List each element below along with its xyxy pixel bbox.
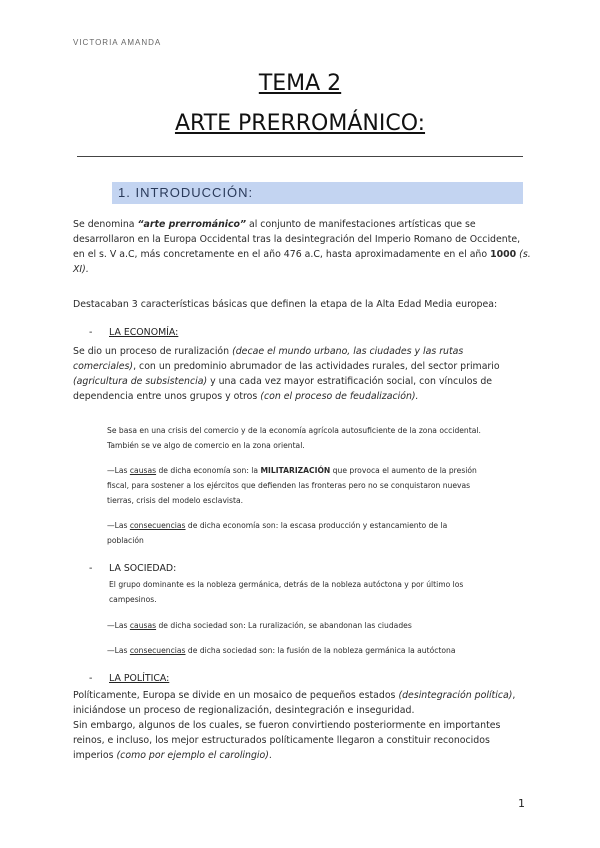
intro-text: (s.	[516, 249, 531, 260]
politica-heading: LA POLÍTICA:	[109, 673, 170, 684]
text: También se ve algo de comercio en la zona oriental.	[107, 441, 305, 450]
politica-paragraph	[73, 688, 533, 763]
text: que provoca el aumento de la presión	[330, 466, 477, 475]
intro-text: al conjunto de manifestaciones artísticas que se	[246, 219, 476, 230]
text: —Las	[107, 466, 130, 475]
section-heading-bar	[112, 182, 523, 204]
sociedad-causas	[107, 618, 527, 633]
page-title: TEMA 2	[258, 71, 342, 96]
text: (decae el mundo urbano, las ciudades y las rutas	[232, 346, 464, 357]
sociedad-paragraph	[109, 577, 529, 607]
intro-text: XI).	[73, 264, 89, 275]
bullet-sociedad	[89, 563, 289, 577]
intro-line: desarrollaron en la Europa Occidental tras la desintegración del Imperio Romano de Occidente,	[73, 234, 521, 245]
text: Sin embargo, algunos de los cuales, se fueron convirtiendo posteriormente en importantes	[73, 720, 501, 731]
sociedad-consecuencias	[107, 643, 527, 658]
text: tierras, crisis del modelo esclavista.	[107, 496, 244, 505]
consecuencias-label: consecuencias	[129, 521, 186, 530]
intro-year: 1000	[490, 249, 517, 260]
text: (agricultura de subsistencia)	[73, 376, 208, 387]
text: Políticamente, Europa se divide en un mosaico de pequeños estados	[73, 690, 399, 701]
text: (con el proceso de feudalización).	[260, 391, 419, 402]
bullet-dash: -	[89, 563, 93, 574]
intro-paragraph	[73, 217, 533, 277]
text: (como por ejemplo el carolingio)	[116, 750, 269, 761]
text: El grupo dominante es la nobleza germánica, detrás de la nobleza autóctona y por último los	[109, 580, 464, 589]
text: de dicha sociedad son: la fusión de la nobleza germánica la autóctona	[185, 646, 456, 655]
text: reinos, e incluso, los mejor estructurados políticamente llegaron a constituir reconocidos	[73, 735, 490, 746]
bullet-economia	[89, 327, 289, 341]
economia-consecuencias	[107, 518, 527, 548]
causas-label: causas	[129, 621, 157, 630]
sociedad-heading: LA SOCIEDAD:	[109, 563, 177, 574]
intro-characteristics: Destacaban 3 características básicas que definen la etapa de la Alta Edad Media europea:	[73, 299, 498, 310]
text: Se basa en una crisis del comercio y de la economía agrícola autosuficiente de la zona occidental.	[107, 426, 481, 435]
text: ,	[512, 690, 516, 701]
text: imperios	[73, 750, 117, 761]
text: comerciales)	[73, 361, 134, 372]
text: dependencia entre unos grupos y otros	[73, 391, 261, 402]
consecuencias-label: consecuencias	[129, 646, 186, 655]
text: —Las	[107, 646, 130, 655]
text: campesinos.	[109, 595, 157, 604]
intro-term: “arte prerrománico”	[137, 219, 246, 230]
text: , con un predominio abrumador de las actividades rurales, del sector primario	[133, 361, 500, 372]
section-heading: 1. INTRODUCCIÓN:	[118, 185, 254, 200]
causas-label: causas	[129, 466, 157, 475]
text: de dicha sociedad son: La ruralización, se abandonan las ciudades	[156, 621, 412, 630]
author-header: VICTORIA AMANDA	[73, 38, 162, 47]
bullet-dash: -	[89, 327, 93, 338]
text: .	[268, 750, 272, 761]
horizontal-rule	[77, 156, 523, 157]
page-number: 1	[518, 797, 525, 810]
intro-text: en el s. V a.C, más concretamente en el año 476 a.C, hasta aproximadamente en el año	[73, 249, 491, 260]
bullet-politica	[89, 673, 289, 687]
text: y una cada vez mayor estratificación social, con vínculos de	[207, 376, 493, 387]
page-subtitle: ARTE PRERROMÁNICO:	[174, 111, 426, 136]
text: de dicha economía son: la escasa producción y estancamiento de la	[185, 521, 448, 530]
text: de dicha economía son: la	[156, 466, 261, 475]
economia-note	[107, 423, 527, 453]
economia-paragraph	[73, 344, 533, 404]
text: iniciándose un proceso de regionalización, desintegración e inseguridad.	[73, 705, 415, 716]
militarizacion-term: MILITARIZACIÓN	[260, 466, 331, 475]
economia-causas	[107, 463, 527, 508]
text: fiscal, para sostener a los ejércitos que defienden las fronteras pero no se conquistaron nuevas	[107, 481, 471, 490]
text: Se dio un proceso de ruralización	[73, 346, 233, 357]
text: —Las	[107, 521, 130, 530]
text: población	[107, 536, 144, 545]
text: —Las	[107, 621, 130, 630]
intro-text: Se denomina	[73, 219, 138, 230]
economia-heading: LA ECONOMÍA:	[109, 327, 179, 338]
text: (desintegración política)	[398, 690, 513, 701]
bullet-dash: -	[89, 673, 93, 684]
